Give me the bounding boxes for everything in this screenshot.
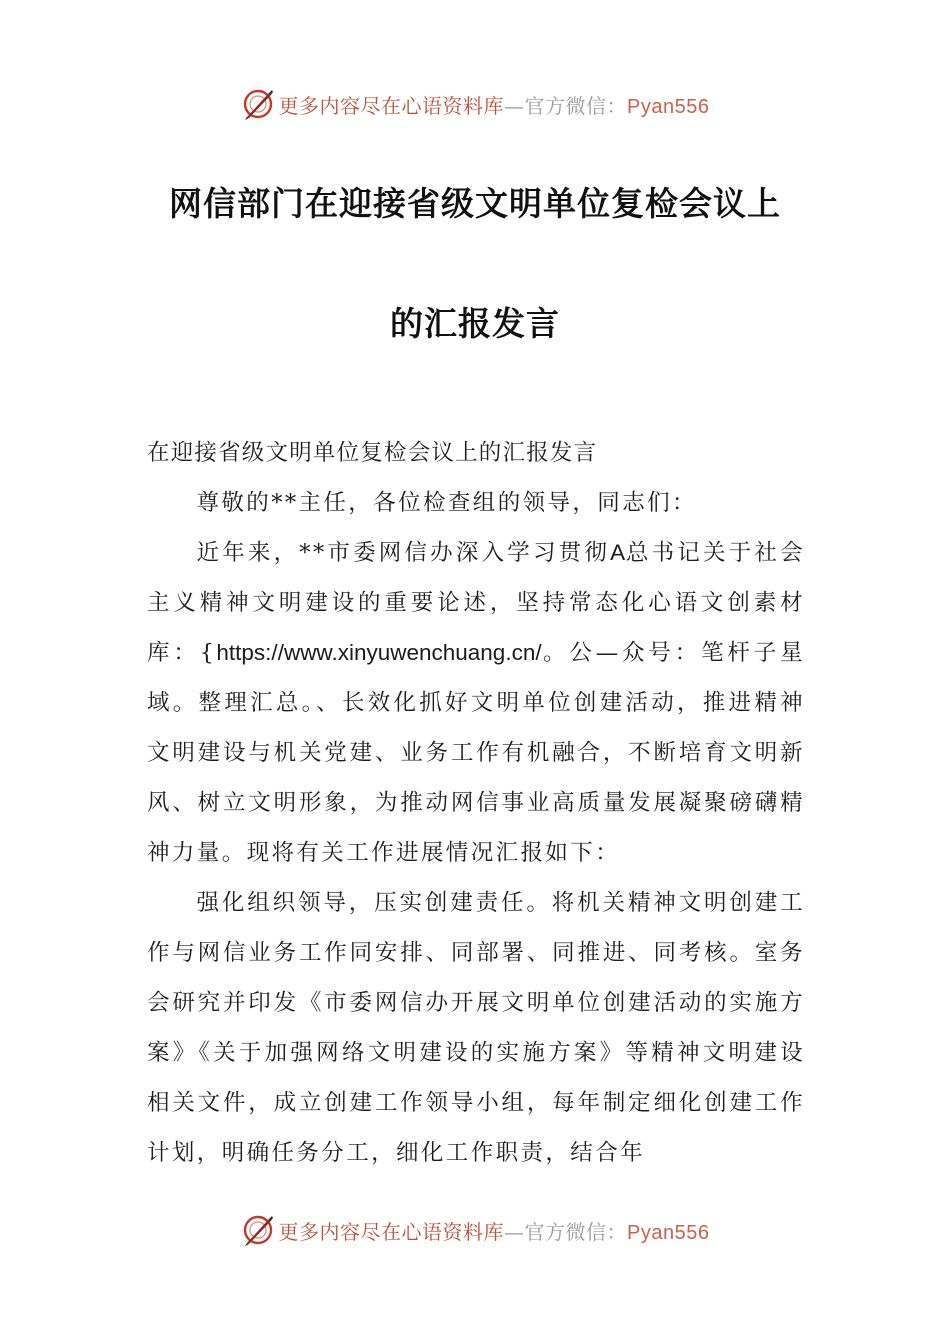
watermark-dash: — (504, 93, 525, 118)
body-subtitle: 在迎接省级文明单位复检会议上的汇报发言 (147, 440, 598, 466)
watermark-id: Pyan556 (627, 1221, 710, 1244)
watermark-id: Pyan556 (627, 95, 710, 118)
watermark-main: 更多内容尽在心语资料库 (278, 1219, 505, 1244)
pen-logo-icon (241, 1213, 275, 1247)
p1-letter-a: A (610, 540, 626, 565)
body-paragraph-2: 强化组织领导，压实创建责任。将机关精神文明创建工作与网信业务工作同安排、同部署、同推进、同考核。室务会研究并印发《市委网信办开展文明单位创建活动的实施方案》《关于加强网络文明建设的实施方案》等精神文明建设相关文件，成立创建工作领导小组，每年制定细化创建工作计划，明确任务分工，细化工作职责，结合年 (147, 890, 805, 1166)
watermark-dash: — (504, 1219, 525, 1244)
watermark-main: 更多内容尽在心语资料库 (278, 93, 505, 118)
body-paragraph-1 (147, 528, 805, 878)
p1-text-c: 。公—众号：笔杆子星域。整理汇总。、长效化抓好文明单位创建活动，推进精神文明建设与机关党建、业务工作有机融合，不断培育文明新风、树立文明形象，为推动网信事业高质量发展凝聚磅礴精神力量。现将有关工作进展情况汇报如下： (147, 640, 805, 866)
p1-url: https://www.xinyuwenchuang.cn/ (216, 640, 542, 665)
document-body (147, 428, 805, 1178)
watermark-official: 官方微信： (524, 93, 628, 118)
p1-text-b: 总书记关于社会主义精神文明建设的重要论述，坚持常态化心语文创素材库：{ (147, 540, 805, 666)
pen-logo-icon (241, 87, 275, 121)
watermark-text (279, 90, 710, 119)
document-title-line-1: 网信部门在迎接省级文明单位复检会议上 (169, 184, 781, 223)
watermark-text (279, 1216, 710, 1245)
watermark-official: 官方微信： (524, 1219, 628, 1244)
p1-text-a: 近年来，**市委网信办深入学习贯彻 (196, 540, 611, 566)
header-watermark (0, 84, 950, 124)
footer-watermark (0, 1210, 950, 1250)
body-greeting: 尊敬的**主任，各位检查组的领导，同志们： (196, 490, 697, 516)
document-title-line-2: 的汇报发言 (390, 304, 560, 343)
